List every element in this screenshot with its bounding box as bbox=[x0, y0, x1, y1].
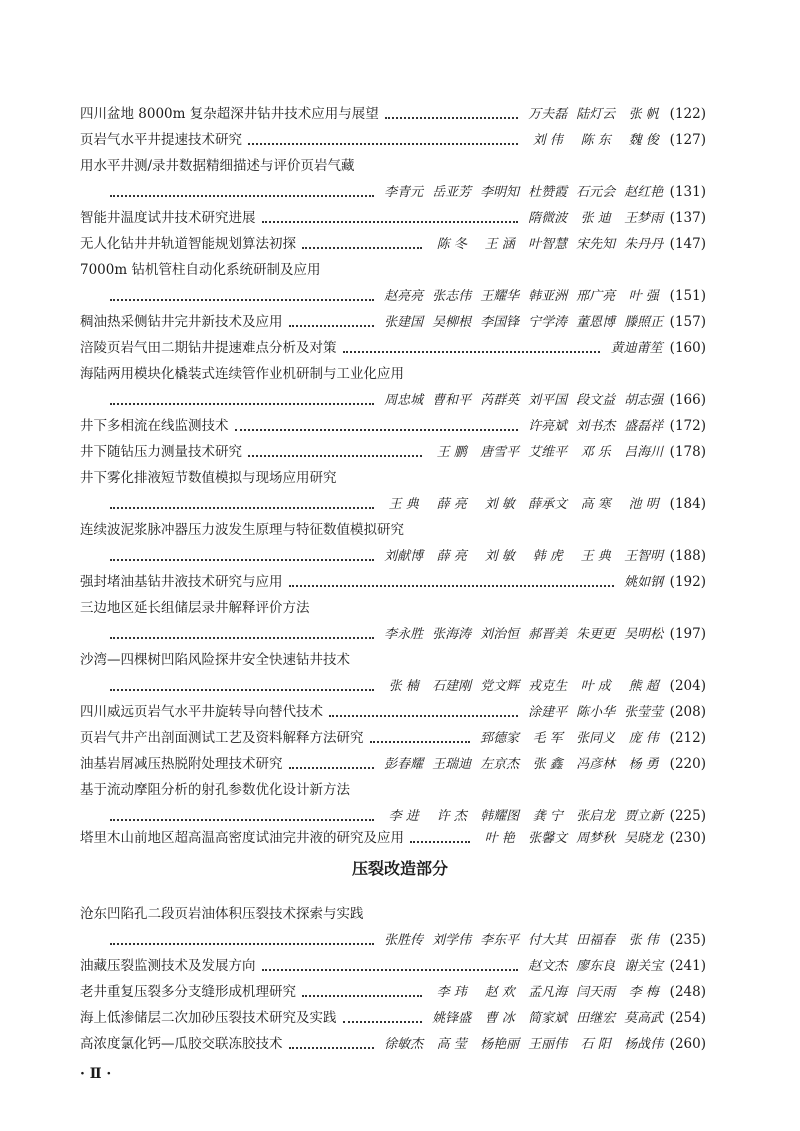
page-ref: (208) bbox=[669, 704, 706, 720]
entry-authors bbox=[476, 827, 668, 850]
toc-entry[interactable] bbox=[104, 284, 706, 308]
author-name: 刘书杰 bbox=[576, 419, 616, 434]
entry-title: 稠油热采侧钻井完井新技术及应用 bbox=[80, 314, 283, 330]
author-name: 刘平国 bbox=[528, 393, 568, 408]
leader-dots bbox=[110, 299, 374, 301]
entry-authors bbox=[524, 207, 668, 230]
author-name: 段文益 bbox=[576, 393, 616, 408]
page-ref: (157) bbox=[669, 314, 706, 330]
page-ref: (248) bbox=[669, 984, 706, 1000]
entry-authors bbox=[380, 675, 668, 698]
author-name: 姚如钢 bbox=[624, 575, 664, 590]
entry-authors bbox=[380, 285, 668, 308]
page-number: 188 bbox=[674, 548, 701, 564]
author-name: 陈 东 bbox=[580, 133, 611, 148]
author-name: 曹和平 bbox=[432, 393, 472, 408]
author-name: 涂建平 bbox=[528, 705, 568, 720]
entry-title[interactable]: 7000m 钻机管柱自动化系统研制及应用 bbox=[80, 262, 321, 278]
page-ref: (197) bbox=[669, 626, 706, 642]
author-name: 刘 敏 bbox=[484, 497, 515, 512]
leader-dots bbox=[343, 1021, 422, 1023]
leader-dots bbox=[289, 325, 374, 327]
author-name: 朱更更 bbox=[576, 627, 616, 642]
author-name: 杨艳丽 bbox=[480, 1037, 520, 1052]
author-name: 戎克生 bbox=[528, 679, 568, 694]
author-name: 田继宏 bbox=[576, 1011, 616, 1026]
author-name: 贾立新 bbox=[624, 809, 664, 824]
author-name: 简家斌 bbox=[528, 1011, 568, 1026]
entry-title[interactable]: 沧东凹陷孔二段页岩油体积压裂技术探索与实践 bbox=[80, 906, 364, 922]
author-name: 赵红艳 bbox=[624, 185, 664, 200]
toc-entry[interactable] bbox=[80, 336, 706, 360]
page-ref: (241) bbox=[669, 958, 706, 974]
author-name: 张 鑫 bbox=[532, 757, 563, 772]
entry-title: 井下多相流在线监测技术 bbox=[80, 418, 229, 434]
leader-dots bbox=[110, 689, 374, 691]
page-ref: (137) bbox=[669, 210, 706, 226]
leader-dots bbox=[262, 969, 518, 971]
page-ref: (188) bbox=[669, 548, 706, 564]
toc-entry[interactable] bbox=[104, 544, 706, 568]
page-number: 131 bbox=[674, 184, 701, 200]
author-name: 叶 艳 bbox=[484, 831, 515, 846]
leader-dots bbox=[110, 819, 374, 821]
author-name: 石建刚 bbox=[432, 679, 472, 694]
entry-title: 强封堵油基钻井液技术研究与应用 bbox=[80, 574, 283, 590]
page-number: 160 bbox=[674, 340, 701, 356]
leader-dots bbox=[110, 195, 374, 197]
page-number: 197 bbox=[674, 626, 701, 642]
leader-dots bbox=[289, 767, 374, 769]
toc-entry[interactable] bbox=[104, 622, 706, 646]
entry-authors bbox=[524, 129, 668, 152]
author-name: 刘 敏 bbox=[484, 549, 515, 564]
entry-authors bbox=[524, 955, 668, 978]
entry-title[interactable]: 井下雾化排液短节数值模拟与现场应用研究 bbox=[80, 470, 337, 486]
toc-entry[interactable] bbox=[80, 954, 706, 978]
page-number: 260 bbox=[674, 1036, 701, 1052]
page-ref: (235) bbox=[669, 932, 706, 948]
entry-authors bbox=[524, 701, 668, 724]
page-number: 184 bbox=[674, 496, 701, 512]
page-number: 220 bbox=[674, 756, 701, 772]
leader-dots bbox=[343, 351, 600, 353]
leader-dots bbox=[370, 741, 470, 743]
entry-authors bbox=[380, 805, 668, 828]
author-name: 吕海川 bbox=[624, 445, 664, 460]
author-name: 韩 虎 bbox=[532, 549, 563, 564]
page-number: 147 bbox=[674, 236, 701, 252]
page-number: 248 bbox=[674, 984, 701, 1000]
leader-dots bbox=[110, 507, 374, 509]
author-name: 谢关宝 bbox=[624, 959, 664, 974]
author-name: 张莹莹 bbox=[624, 705, 664, 720]
page-ref: (160) bbox=[669, 340, 706, 356]
page-ref: (184) bbox=[669, 496, 706, 512]
author-name: 艾维平 bbox=[528, 445, 568, 460]
entry-authors bbox=[524, 103, 668, 126]
page-ref: (225) bbox=[669, 808, 706, 824]
entry-title: 涪陵页岩气田二期钻井提速难点分析及对策 bbox=[80, 340, 337, 356]
author-name: 魏 俊 bbox=[628, 133, 659, 148]
page-ref: (166) bbox=[669, 392, 706, 408]
author-name: 李 玮 bbox=[436, 985, 467, 1000]
entry-title: 塔里木山前地区超高温高密度试油完井液的研究及应用 bbox=[80, 830, 404, 846]
author-name: 吴明松 bbox=[624, 627, 664, 642]
author-name: 郅德家 bbox=[480, 731, 520, 746]
author-name: 王梦雨 bbox=[624, 211, 664, 226]
entry-title: 井下随钻压力测量技术研究 bbox=[80, 444, 242, 460]
author-name: 王 涵 bbox=[484, 237, 515, 252]
author-name: 李永胜 bbox=[384, 627, 424, 642]
author-name: 刘献博 bbox=[384, 549, 424, 564]
page-number: 151 bbox=[674, 288, 701, 304]
leader-dots bbox=[110, 943, 374, 945]
author-name: 李 进 bbox=[388, 809, 419, 824]
leader-dots bbox=[248, 455, 422, 457]
leader-dots bbox=[110, 559, 374, 561]
author-name: 陈 冬 bbox=[436, 237, 467, 252]
leader-dots bbox=[302, 995, 422, 997]
author-name: 张胜传 bbox=[384, 933, 424, 948]
entry-title: 四川盆地 8000m 复杂超深井钻井技术应用与展望 bbox=[80, 106, 379, 122]
section-heading: 压裂改造部分 bbox=[351, 859, 448, 878]
author-name: 王智明 bbox=[624, 549, 664, 564]
page-number: 127 bbox=[674, 132, 701, 148]
author-name: 吴柳根 bbox=[432, 315, 472, 330]
author-name: 李东平 bbox=[480, 933, 520, 948]
author-name: 田福春 bbox=[576, 933, 616, 948]
author-name: 杨战伟 bbox=[624, 1037, 664, 1052]
entry-authors bbox=[380, 623, 668, 646]
author-name: 盛磊祥 bbox=[624, 419, 664, 434]
author-name: 宋先知 bbox=[576, 237, 616, 252]
entry-authors bbox=[428, 233, 668, 256]
author-name: 石 阳 bbox=[580, 1037, 611, 1052]
author-name: 莫高武 bbox=[624, 1011, 664, 1026]
author-name: 王瑞迪 bbox=[432, 757, 472, 772]
entry-title[interactable]: 沙湾—四棵树凹陷风险探井安全快速钻井技术 bbox=[80, 652, 350, 668]
author-name: 张志伟 bbox=[432, 289, 472, 304]
author-name: 熊 超 bbox=[628, 679, 659, 694]
toc-entry[interactable] bbox=[104, 674, 706, 698]
entry-authors bbox=[620, 571, 668, 594]
author-name: 王 典 bbox=[580, 549, 611, 564]
author-name: 王丽伟 bbox=[528, 1037, 568, 1052]
author-name: 唐雪平 bbox=[480, 445, 520, 460]
entry-title: 油基岩屑减压热脱附处理技术研究 bbox=[80, 756, 283, 772]
toc-entry[interactable] bbox=[80, 826, 706, 850]
page-ref: (212) bbox=[669, 730, 706, 746]
author-name: 宁学涛 bbox=[528, 315, 568, 330]
author-name: 许亮斌 bbox=[528, 419, 568, 434]
page-ref: (178) bbox=[669, 444, 706, 460]
entry-title: 无人化钻井井轨道智能规划算法初探 bbox=[80, 236, 296, 252]
author-name: 黄迪莆笙 bbox=[610, 341, 663, 356]
toc-entry[interactable] bbox=[80, 1006, 706, 1030]
toc-entry[interactable] bbox=[80, 414, 706, 438]
page-number: 122 bbox=[674, 106, 701, 122]
author-name: 薛 亮 bbox=[436, 549, 467, 564]
page-ref: (151) bbox=[669, 288, 706, 304]
author-name: 姚锋盛 bbox=[432, 1011, 472, 1026]
author-name: 叶智慧 bbox=[528, 237, 568, 252]
toc-entry[interactable] bbox=[80, 726, 706, 750]
page-number: 241 bbox=[674, 958, 701, 974]
entry-title: 页岩气井产出剖面测试工艺及资料解释方法研究 bbox=[80, 730, 364, 746]
entry-title: 海上低渗储层二次加砂压裂技术研究及实践 bbox=[80, 1010, 337, 1026]
author-name: 毛 军 bbox=[532, 731, 563, 746]
entry-authors bbox=[380, 545, 668, 568]
author-name: 周忠城 bbox=[384, 393, 424, 408]
author-name: 张 迪 bbox=[580, 211, 611, 226]
leader-dots bbox=[110, 403, 374, 405]
author-name: 龚 宁 bbox=[532, 809, 563, 824]
entry-title: 高浓度氯化钙—瓜胶交联冻胶技术 bbox=[80, 1036, 283, 1052]
author-name: 杜赞霞 bbox=[528, 185, 568, 200]
entry-authors bbox=[380, 929, 668, 952]
entry-authors bbox=[380, 311, 668, 334]
leader-dots bbox=[410, 841, 470, 843]
page-number: 235 bbox=[674, 932, 701, 948]
author-name: 刘 伟 bbox=[532, 133, 563, 148]
author-name: 芮群英 bbox=[480, 393, 520, 408]
author-name: 王耀华 bbox=[480, 289, 520, 304]
page-ref: (192) bbox=[669, 574, 706, 590]
toc-entry[interactable] bbox=[104, 388, 706, 412]
author-name: 万夫磊 bbox=[528, 107, 568, 122]
author-name: 胡志强 bbox=[624, 393, 664, 408]
author-name: 曹 冰 bbox=[484, 1011, 515, 1026]
author-name: 郝晋美 bbox=[528, 627, 568, 642]
page-ref: (147) bbox=[669, 236, 706, 252]
toc-entry[interactable] bbox=[104, 804, 706, 828]
author-name: 韩耀图 bbox=[480, 809, 520, 824]
entry-title[interactable]: 连续波泥浆脉冲器压力波发生原理与特征数值模拟研究 bbox=[80, 522, 404, 538]
leader-dots bbox=[248, 143, 518, 145]
author-name: 滕照正 bbox=[624, 315, 664, 330]
author-name: 池 明 bbox=[628, 497, 659, 512]
entry-title: 页岩气水平井提速技术研究 bbox=[80, 132, 242, 148]
page-ref: (230) bbox=[669, 830, 706, 846]
toc-entry[interactable] bbox=[80, 980, 706, 1004]
toc-entry[interactable] bbox=[80, 102, 706, 126]
author-name: 薛承文 bbox=[528, 497, 568, 512]
toc-entry[interactable] bbox=[80, 128, 706, 152]
page-number: 208 bbox=[674, 704, 701, 720]
author-name: 李 梅 bbox=[628, 985, 659, 1000]
page-number: 230 bbox=[674, 830, 701, 846]
author-name: 高 莹 bbox=[436, 1037, 467, 1052]
author-name: 张海涛 bbox=[432, 627, 472, 642]
toc-entry[interactable] bbox=[80, 570, 706, 594]
leader-dots bbox=[289, 1047, 374, 1049]
page-number: 166 bbox=[674, 392, 701, 408]
toc-entry[interactable] bbox=[80, 440, 706, 464]
author-name: 付大其 bbox=[528, 933, 568, 948]
author-name: 王 典 bbox=[388, 497, 419, 512]
author-name: 薛 亮 bbox=[436, 497, 467, 512]
author-name: 张同义 bbox=[576, 731, 616, 746]
author-name: 岳亚芳 bbox=[432, 185, 472, 200]
leader-dots bbox=[385, 117, 518, 119]
page-number: 212 bbox=[674, 730, 701, 746]
author-name: 党文辉 bbox=[480, 679, 520, 694]
leader-dots bbox=[302, 247, 422, 249]
author-name: 左京杰 bbox=[480, 757, 520, 772]
author-name: 李青元 bbox=[384, 185, 424, 200]
author-name: 张启龙 bbox=[576, 809, 616, 824]
author-name: 董恩博 bbox=[576, 315, 616, 330]
page-ref: (131) bbox=[669, 184, 706, 200]
page-number: 204 bbox=[674, 678, 701, 694]
author-name: 高 寒 bbox=[580, 497, 611, 512]
toc-entry[interactable] bbox=[104, 492, 706, 516]
entry-title[interactable]: 海陆两用模块化橇装式连续管作业机研制与工业化应用 bbox=[80, 366, 404, 382]
author-name: 赵文杰 bbox=[528, 959, 568, 974]
page-ref: (122) bbox=[669, 106, 706, 122]
page-ref: (254) bbox=[669, 1010, 706, 1026]
author-name: 王 鹏 bbox=[436, 445, 467, 460]
toc-entry[interactable] bbox=[80, 310, 706, 334]
author-name: 邓 乐 bbox=[580, 445, 611, 460]
author-name: 杨 勇 bbox=[628, 757, 659, 772]
author-name: 张 帆 bbox=[628, 107, 659, 122]
author-name: 庞 伟 bbox=[628, 731, 659, 746]
entry-title: 油藏压裂监测技术及发展方向 bbox=[80, 958, 256, 974]
author-name: 冯彦林 bbox=[576, 757, 616, 772]
author-name: 李国锋 bbox=[480, 315, 520, 330]
page-number: 137 bbox=[674, 210, 701, 226]
entry-title: 智能井温度试井技术研究进展 bbox=[80, 210, 256, 226]
entry-title: 老井重复压裂多分支缝形成机理研究 bbox=[80, 984, 296, 1000]
toc-entry[interactable] bbox=[104, 180, 706, 204]
author-name: 赵 欢 bbox=[484, 985, 515, 1000]
entry-title[interactable]: 三边地区延长组储层录井解释评价方法 bbox=[80, 600, 310, 616]
author-name: 周梦秋 bbox=[576, 831, 616, 846]
leader-dots bbox=[235, 429, 518, 431]
author-name: 陆灯云 bbox=[576, 107, 616, 122]
author-name: 刘学伟 bbox=[432, 933, 472, 948]
entry-authors bbox=[428, 981, 668, 1004]
page-ref: (172) bbox=[669, 418, 706, 434]
author-name: 孟凡海 bbox=[528, 985, 568, 1000]
entry-title[interactable]: 基于流动摩阻分析的射孔参数优化设计新方法 bbox=[80, 782, 350, 798]
author-name: 叶 强 bbox=[628, 289, 659, 304]
author-name: 徐敏杰 bbox=[384, 1037, 424, 1052]
author-name: 隋微波 bbox=[528, 211, 568, 226]
entry-authors bbox=[524, 415, 668, 438]
page-number: 172 bbox=[674, 418, 701, 434]
toc-entry[interactable] bbox=[80, 1032, 706, 1056]
toc-entry[interactable] bbox=[80, 232, 706, 256]
entry-title: 四川威远页岩气水平井旋转导向替代技术 bbox=[80, 704, 323, 720]
entry-authors bbox=[428, 1007, 668, 1030]
toc-entry[interactable] bbox=[80, 700, 706, 724]
entry-authors bbox=[606, 337, 668, 360]
page-number: 157 bbox=[674, 314, 701, 330]
page-number: 254 bbox=[674, 1010, 701, 1026]
toc-entry[interactable] bbox=[80, 752, 706, 776]
toc-entry[interactable] bbox=[104, 928, 706, 952]
entry-authors bbox=[476, 727, 668, 750]
author-name: 叶 成 bbox=[580, 679, 611, 694]
entry-authors bbox=[380, 389, 668, 412]
page-ref: (204) bbox=[669, 678, 706, 694]
page-number: 192 bbox=[674, 574, 701, 590]
entry-authors bbox=[380, 1033, 668, 1056]
page-ref: (127) bbox=[669, 132, 706, 148]
leader-dots bbox=[262, 221, 518, 223]
author-name: 刘治恒 bbox=[480, 627, 520, 642]
toc-entry[interactable] bbox=[80, 206, 706, 230]
entry-title[interactable]: 用水平井测/录井数据精细描述与评价页岩气藏 bbox=[80, 158, 355, 174]
leader-dots bbox=[329, 715, 518, 717]
entry-authors bbox=[428, 441, 668, 464]
author-name: 彭春耀 bbox=[384, 757, 424, 772]
page-ref: (220) bbox=[669, 756, 706, 772]
author-name: 张 楠 bbox=[388, 679, 419, 694]
author-name: 闫天雨 bbox=[576, 985, 616, 1000]
author-name: 陈小华 bbox=[576, 705, 616, 720]
author-name: 石元会 bbox=[576, 185, 616, 200]
author-name: 张建国 bbox=[384, 315, 424, 330]
leader-dots bbox=[110, 637, 374, 639]
leader-dots bbox=[289, 585, 614, 587]
page-number: 225 bbox=[674, 808, 701, 824]
author-name: 韩亚洲 bbox=[528, 289, 568, 304]
entry-authors bbox=[380, 493, 668, 516]
page-number-footer: · Ⅱ · bbox=[80, 1066, 112, 1082]
author-name: 许 杰 bbox=[436, 809, 467, 824]
entry-authors bbox=[380, 753, 668, 776]
author-name: 张 伟 bbox=[628, 933, 659, 948]
page-number: 178 bbox=[674, 444, 701, 460]
page-ref: (260) bbox=[669, 1036, 706, 1052]
author-name: 廖东良 bbox=[576, 959, 616, 974]
author-name: 吴晓龙 bbox=[624, 831, 664, 846]
author-name: 邢广亮 bbox=[576, 289, 616, 304]
author-name: 李明知 bbox=[480, 185, 520, 200]
author-name: 张馨文 bbox=[528, 831, 568, 846]
author-name: 赵亮亮 bbox=[384, 289, 424, 304]
author-name: 朱丹丹 bbox=[624, 237, 664, 252]
entry-authors bbox=[380, 181, 668, 204]
